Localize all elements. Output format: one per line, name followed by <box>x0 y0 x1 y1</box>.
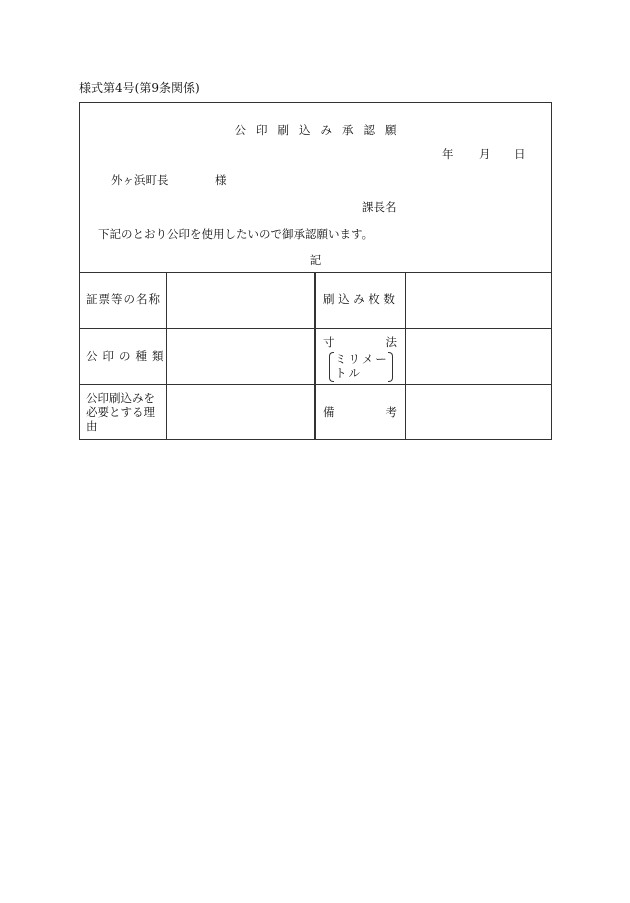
print-count-label: 刷込み枚数 <box>323 292 399 306</box>
date-year-label: 年 <box>442 147 454 161</box>
unit-line-2: トル <box>335 366 362 380</box>
seal-type-label: 公印の種類 <box>86 349 169 363</box>
remarks-label-b: 考 <box>385 405 397 419</box>
date-month-label: 月 <box>479 147 491 161</box>
reason-field[interactable] <box>167 385 313 440</box>
dimension-label-b: 法 <box>385 335 397 349</box>
applicant-label: 課長名 <box>362 200 397 214</box>
print-count-field[interactable] <box>406 273 551 328</box>
remarks-field[interactable] <box>406 385 551 440</box>
reason-label-line-2: 必要とする理 <box>86 405 155 419</box>
reason-label-line-3: 由 <box>86 419 98 433</box>
form-title: 公印刷込み承認願 <box>234 123 407 137</box>
unit-line-1: ミリメー <box>335 352 389 366</box>
dimension-label-a: 寸 <box>323 335 335 349</box>
details-table <box>79 272 552 441</box>
request-statement: 下記のとおり公印を使用したいので御承認願います。 <box>98 227 374 241</box>
dimension-field[interactable] <box>406 329 551 384</box>
application-form <box>79 102 552 440</box>
form-number: 様式第4号(第9条関係) <box>79 81 200 95</box>
dimension-label <box>323 336 397 349</box>
unit-bracket-left <box>329 352 334 382</box>
ki-heading: 記 <box>309 253 322 267</box>
date-day-label: 日 <box>514 147 526 161</box>
remarks-label-a: 備 <box>323 405 335 419</box>
remarks-label <box>323 406 397 419</box>
certificate-name-label: 証票等の名称 <box>86 292 161 306</box>
seal-type-field[interactable] <box>167 329 313 384</box>
addressee: 外ヶ浜町長 <box>111 173 169 187</box>
reason-label-line-1: 公印刷込みを <box>86 391 155 405</box>
honorific: 様 <box>215 173 227 187</box>
certificate-name-field[interactable] <box>167 273 313 328</box>
table-divider <box>314 272 316 440</box>
